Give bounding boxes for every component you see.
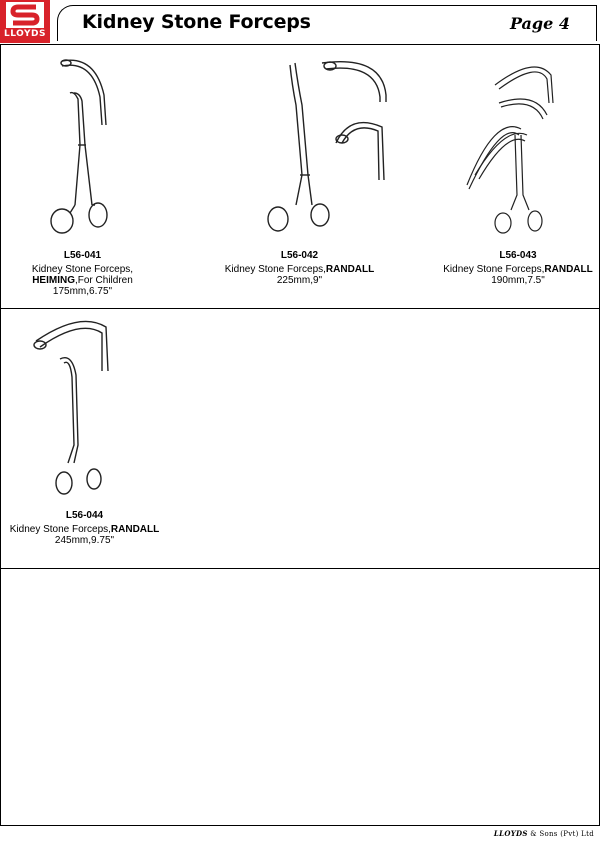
forceps-randall-set-icon [455, 55, 565, 245]
row-divider [0, 308, 600, 309]
footer-brand: LLOYDS [493, 829, 528, 838]
product-name: RANDALL [110, 524, 160, 535]
product-size: 245mm,9.75" [54, 535, 115, 546]
product-variant [20, 275, 145, 286]
product-size: 175mm,6.75" [52, 286, 113, 297]
product-code: L56-042 [280, 250, 319, 261]
product-item [2, 510, 167, 546]
product-name: RANDALL [325, 264, 375, 275]
product-code: L56-044 [65, 510, 104, 521]
logo-text: LLOYDS [4, 29, 46, 39]
product-type: Kidney Stone Forceps, [443, 264, 545, 275]
product-code: L56-043 [499, 250, 537, 261]
product-size: 190mm,7.5" [491, 275, 545, 286]
row-divider [0, 568, 600, 569]
company-logo [0, 0, 50, 43]
footer-company [494, 829, 594, 838]
product-name: HEIMING [32, 275, 75, 286]
product-variant-suffix: ,For Children [74, 275, 133, 286]
product-item [433, 250, 600, 286]
product-description [433, 264, 600, 275]
product-item [20, 250, 145, 297]
forceps-randall-icon [262, 55, 402, 245]
product-description [2, 524, 167, 535]
product-type: Kidney Stone Forceps, [224, 264, 326, 275]
footer-suffix: & Sons (Pvt) Ltd [530, 830, 594, 838]
product-description: Kidney Stone Forceps, [31, 264, 134, 275]
page-title: Kidney Stone Forceps [82, 11, 311, 33]
product-item [212, 250, 387, 286]
forceps-randall-long-icon [30, 315, 120, 500]
product-code: L56-041 [63, 250, 102, 261]
product-name: RANDALL [544, 264, 593, 275]
logo-s-icon [6, 2, 44, 28]
page-number: Page 4 [509, 14, 570, 33]
product-description [212, 264, 387, 275]
forceps-heiming-icon [40, 55, 130, 245]
product-size: 225mm,9" [276, 275, 323, 286]
product-type: Kidney Stone Forceps, [9, 524, 111, 535]
